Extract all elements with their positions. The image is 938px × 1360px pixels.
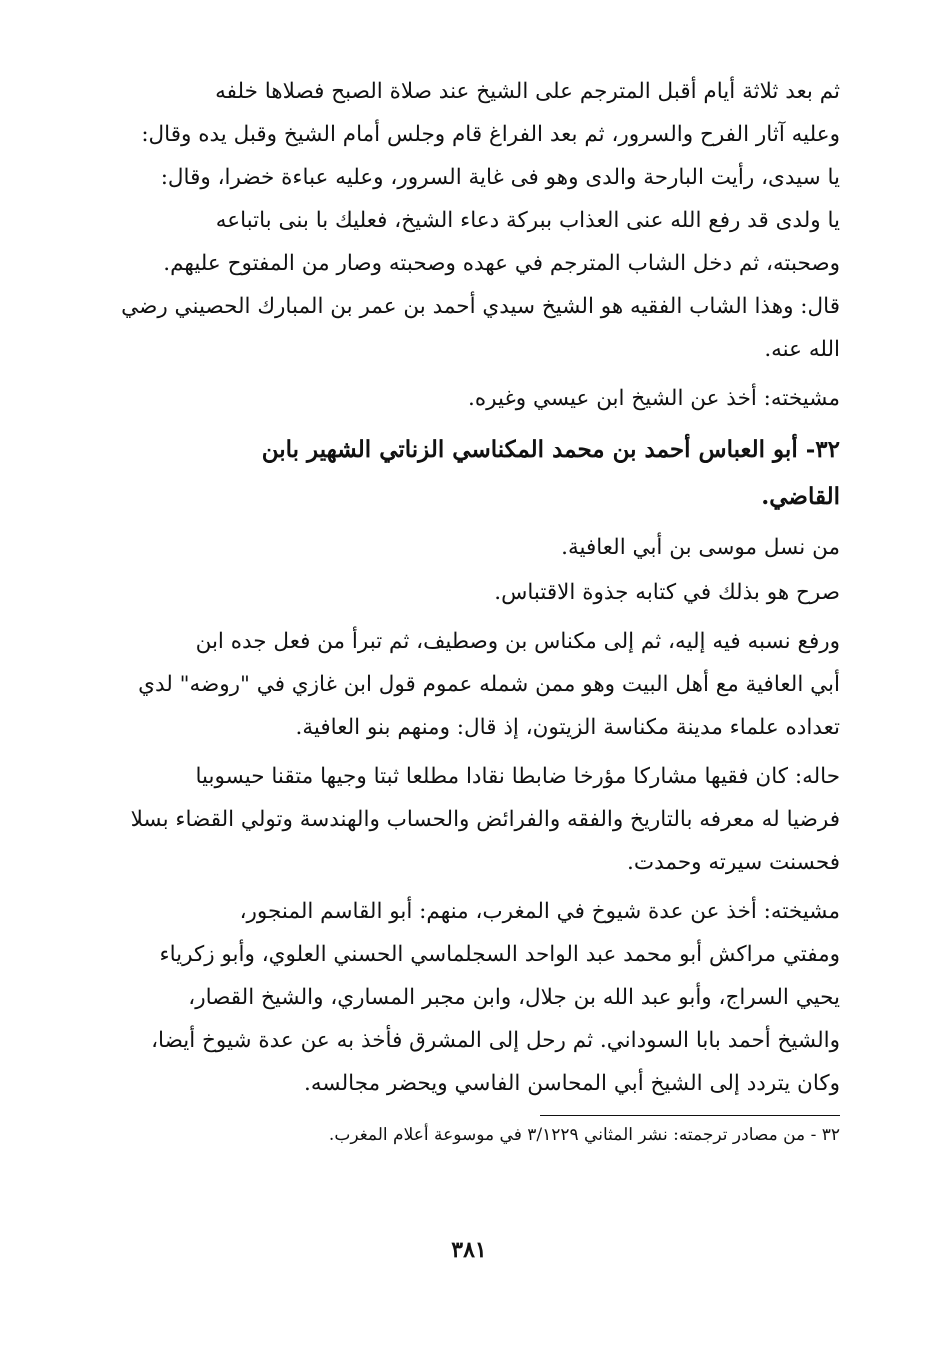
text-line: والشيخ أحمد بابا السوداني. ثم رحل إلى المشرق فأخذ به عن عدة شيوخ أيضا،	[151, 1028, 840, 1053]
text-line: حاله: كان فقيها مشاركا مؤرخا ضابطا نقادا مطلعا ثبتا وجيها متقنا حيسوبيا	[195, 764, 840, 789]
text-line: يا ولدى قد رفع الله عنى العذاب ببركة دعاء الشيخ، فعليك با بنى باتباعه	[215, 208, 840, 233]
footnote: ٣٢ - من مصادر ترجمته: نشر المثاني ٣/١٢٢٩ في موسوعة أعلام المغرب.	[328, 1125, 840, 1145]
entry-heading	[92, 426, 840, 520]
text-line: تعداده علماء مدينة مكناسة الزيتون، إذ قال: ومنهم بنو العافية.	[295, 715, 840, 740]
paragraph-status	[92, 755, 840, 884]
paragraph-mashyakha-second	[92, 890, 840, 1105]
text-line: وعليه آثار الفرح والسرور، ثم بعد الفراغ قام وجلس أمام الشيخ وقبل يده وقال:	[141, 122, 840, 147]
page-number: ٣٨١	[451, 1237, 487, 1263]
text-line: الله عنه.	[764, 337, 840, 362]
paragraph-ancestry	[92, 620, 840, 749]
text-line: من نسل موسى بن أبي العافية.	[561, 535, 840, 560]
text-line: ورفع نسبه فيه إليه، ثم إلى مكناس بن وصطيف، ثم تبرأ من فعل جده ابن	[195, 629, 840, 654]
paragraph-lineage	[92, 526, 840, 569]
paragraph-narrative	[92, 70, 840, 371]
text-line: يحيي السراج، وأبو عبد الله بن جلال، وابن مجبر المساري، والشيخ القصار،	[188, 985, 840, 1010]
text-line: مشيخته: أخذ عن الشيخ ابن عيسي وغيره.	[468, 386, 840, 411]
text-line: أبي العافية مع أهل البيت وهو ممن شمله عموم قول ابن غازي في "روضه" لدي	[138, 672, 840, 697]
text-line: فحسنت سيرته وحمدت.	[627, 850, 840, 875]
heading-line: القاضي.	[761, 483, 840, 510]
text-line: ومفتي مراكش أبو محمد عبد الواحد السجلماسي الحسني العلوي، وأبو زكرياء	[159, 942, 840, 967]
heading-line: ٣٢- أبو العباس أحمد بن محمد المكناسي الزناتي الشهير بابن	[261, 436, 840, 463]
text-line: وصحبته، ثم دخل الشاب المترجم في عهده وصحبته وصار من المفتوح عليهم.	[163, 251, 840, 276]
text-line: ثم بعد ثلاثة أيام أقبل المترجم على الشيخ عند صلاة الصبح فصلاها خلفه	[215, 79, 840, 104]
paragraph-mashyakha-first	[92, 377, 840, 420]
text-line: مشيخته: أخذ عن عدة شيوخ في المغرب، منهم: أبو القاسم المنجور،	[239, 899, 840, 924]
text-line: يا سيدى، رأيت البارحة والدى وهو فى غاية السرور، وعليه عباءة خضرا، وقال:	[160, 165, 840, 190]
text-line: قال: وهذا الشاب الفقيه هو الشيخ سيدي أحمد بن عمر بن المبارك الحصيني رضي	[121, 294, 840, 319]
footnote-divider	[540, 1115, 840, 1116]
paragraph-declared	[92, 571, 840, 614]
text-line: فرضيا له معرفه بالتاريخ والفقه والفرائض والحساب والهندسة وتولي القضاء بسلا	[130, 807, 840, 832]
text-line: صرح هو بذلك في كتابه جذوة الاقتباس.	[494, 580, 840, 605]
text-line: وكان يتردد إلى الشيخ أبي المحاسن الفاسي ويحضر مجالسه.	[304, 1071, 840, 1096]
